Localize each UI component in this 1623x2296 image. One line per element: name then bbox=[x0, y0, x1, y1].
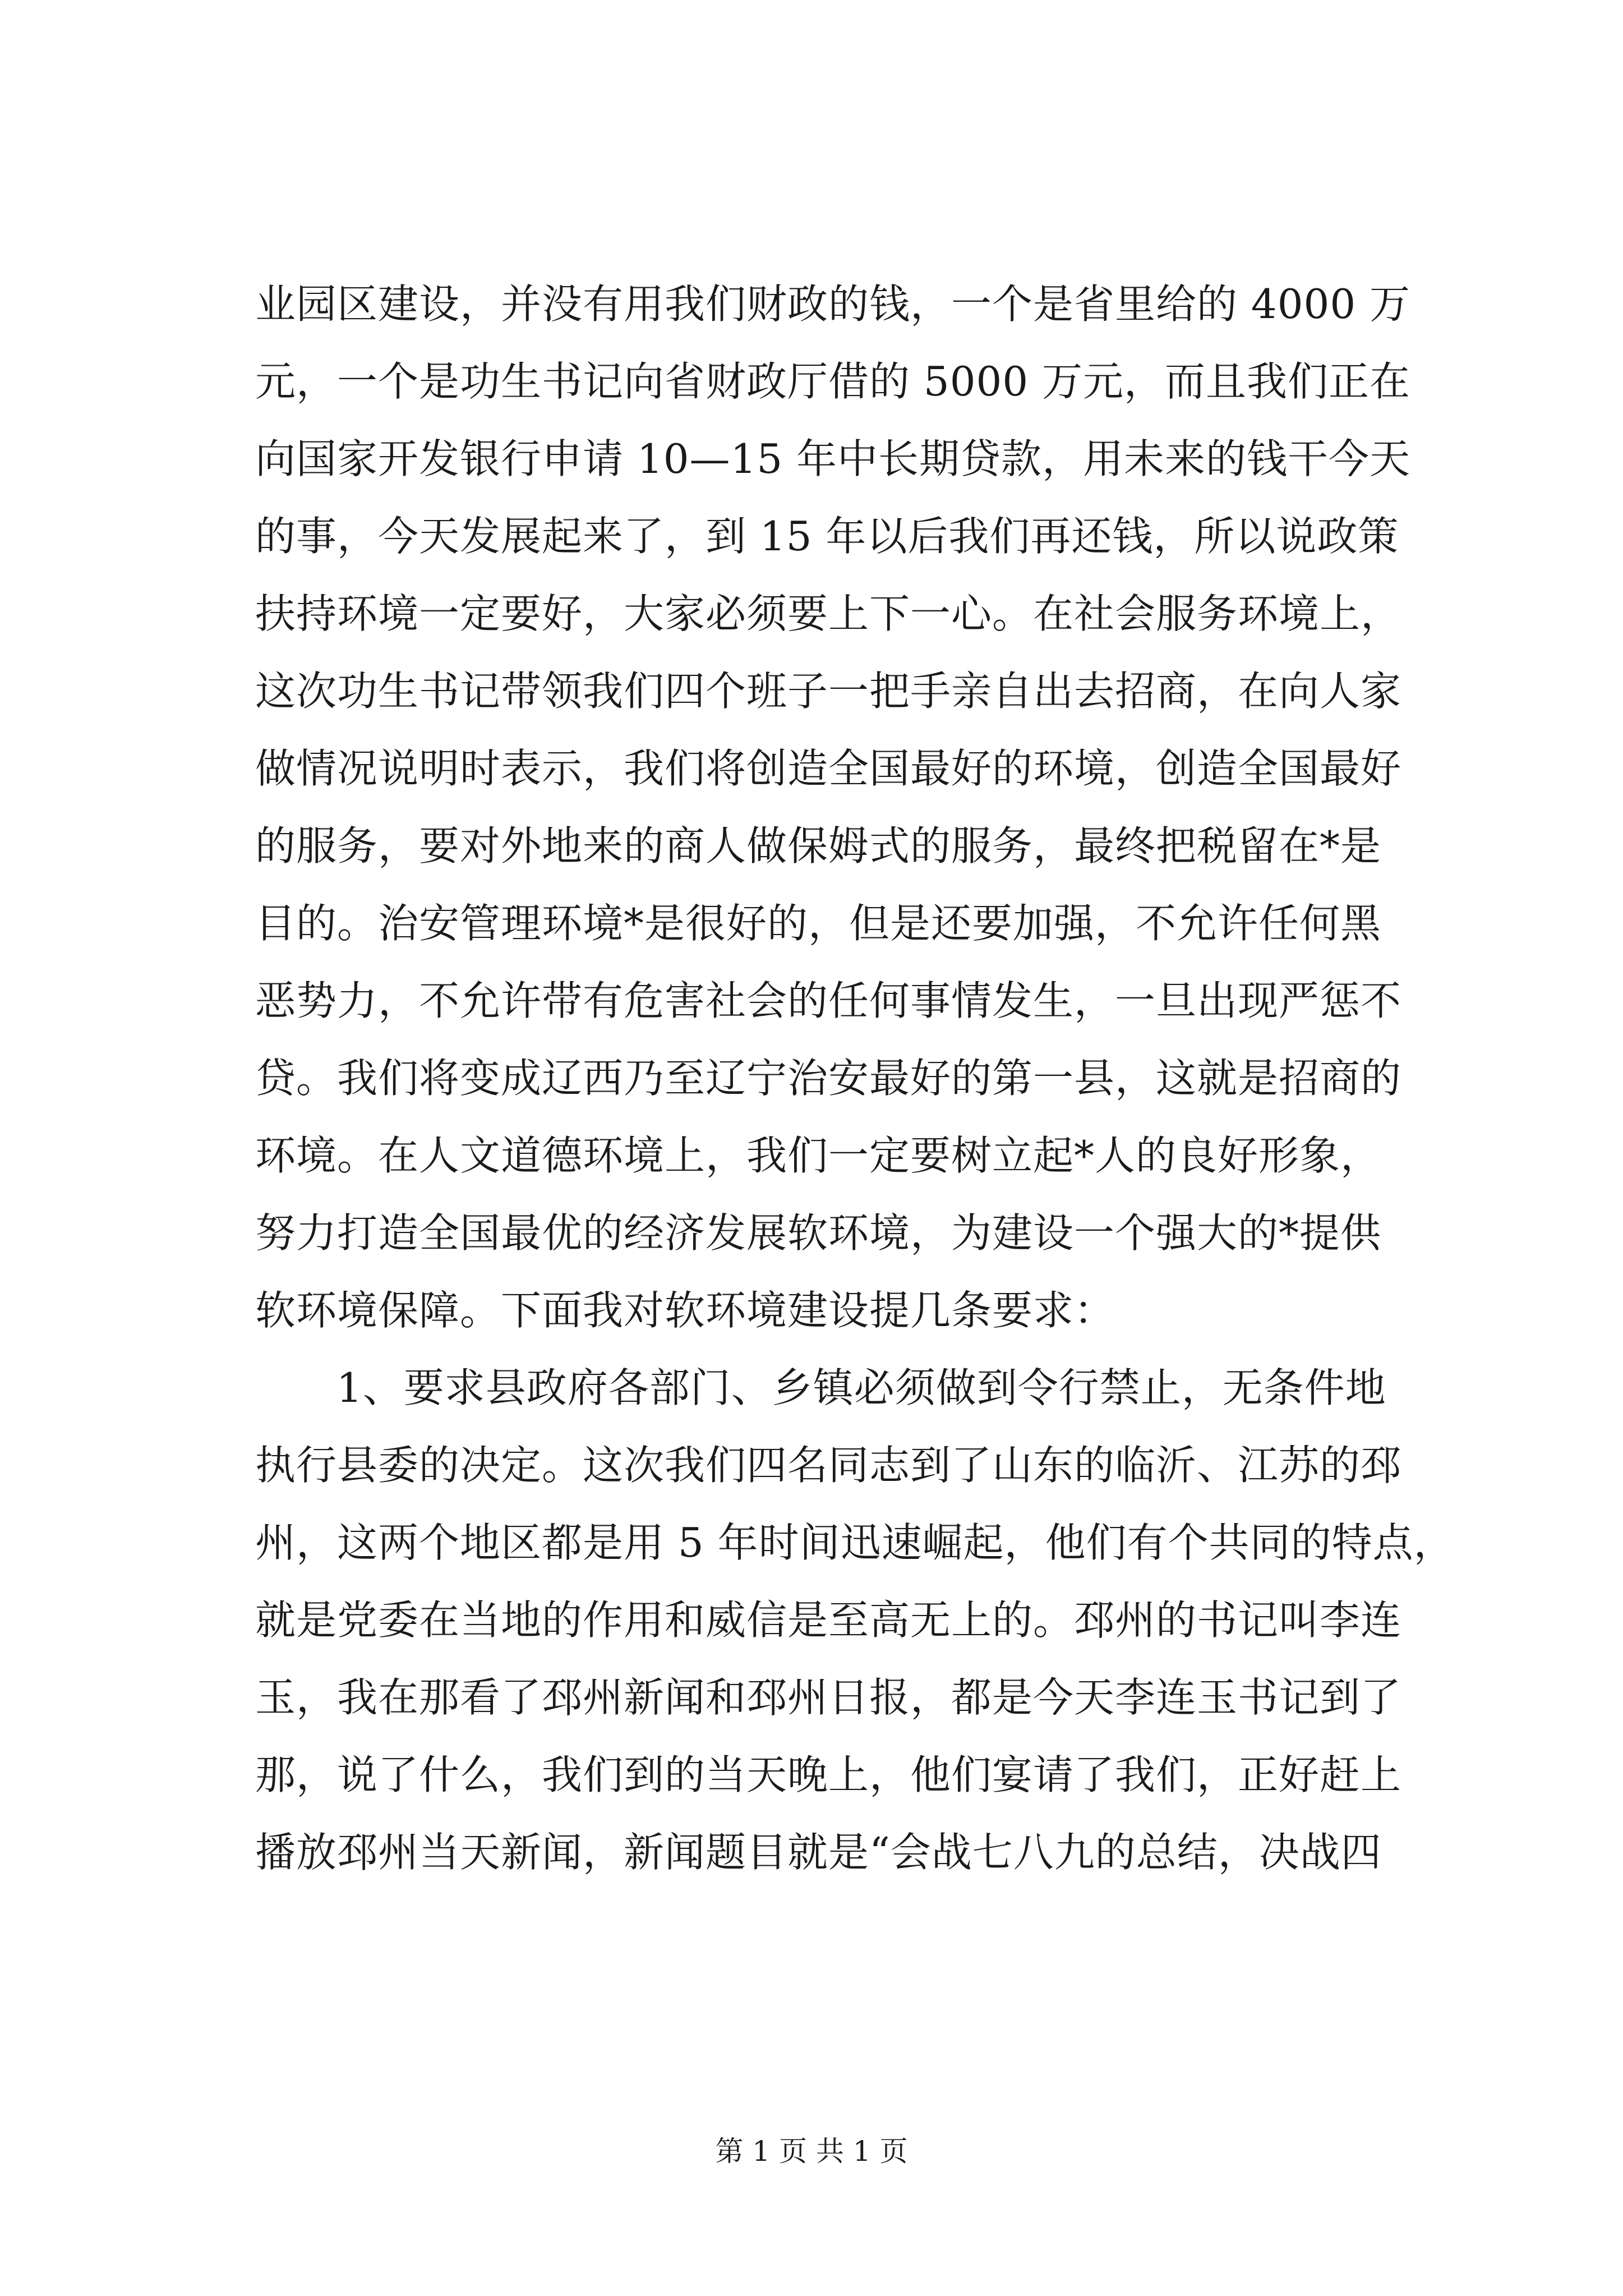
text-line: 贷。我们将变成辽西乃至辽宁治安最好的第一县，这就是招商的 bbox=[255, 1055, 1402, 1102]
text-line: 州，这两个地区都是用 5 年时间迅速崛起，他们有个共同的特点， bbox=[255, 1519, 1455, 1566]
text-line: 恶势力，不允许带有危害社会的任何事情发生，一旦出现严惩不 bbox=[255, 977, 1402, 1024]
text-line: 做情况说明时表示，我们将创造全国最好的环境，创造全国最好 bbox=[255, 745, 1402, 792]
text-line: 环境。在人文道德环境上，我们一定要树立起*人的良好形象， bbox=[255, 1132, 1382, 1179]
page-footer: 第 1 页 共 1 页 bbox=[715, 2135, 908, 2168]
text-line: 元，一个是功生书记向省财政厅借的 5000 万元，而且我们正在 bbox=[255, 358, 1411, 405]
text-line: 向国家开发银行申请 10—15 年中长期贷款，用未来的钱干今天 bbox=[255, 435, 1411, 482]
text-line: 目的。治安管理环境*是很好的，但是还要加强，不允许任何黑 bbox=[255, 900, 1382, 947]
text-line: 业园区建设，并没有用我们财政的钱，一个是省里给的 4000 万 bbox=[255, 280, 1411, 328]
text-line: 执行县委的决定。这次我们四名同志到了山东的临沂、江苏的邳 bbox=[255, 1442, 1402, 1489]
text-line: 扶持环境一定要好，大家必须要上下一心。在社会服务环境上， bbox=[255, 590, 1402, 637]
text-line: 软环境保障。下面我对软环境建设提几条要求： bbox=[255, 1287, 1115, 1334]
text-line: 的事，今天发展起来了，到 15 年以后我们再还钱，所以说政策 bbox=[255, 513, 1399, 560]
text-line: 这次功生书记带领我们四个班子一把手亲自出去招商，在向人家 bbox=[255, 668, 1402, 715]
text-line: 努力打造全国最优的经济发展软环境，为建设一个强大的*提供 bbox=[255, 1209, 1382, 1257]
text-line: 的服务，要对外地来的商人做保姆式的服务，最终把税留在*是 bbox=[255, 822, 1382, 869]
text-line: 就是党委在当地的作用和威信是至高无上的。邳州的书记叫李连 bbox=[255, 1596, 1402, 1644]
text-line: 玉，我在那看了邳州新闻和邳州日报，都是今天李连玉书记到了 bbox=[255, 1674, 1402, 1721]
paragraph-first-line: 1、要求县政府各部门、乡镇必须做到令行禁止，无条件地 bbox=[336, 1364, 1386, 1411]
text-line: 那，说了什么，我们到的当天晚上，他们宴请了我们，正好赶上 bbox=[255, 1751, 1402, 1798]
text-line: 播放邳州当天新闻，新闻题目就是“会战七八九的总结，决战四 bbox=[255, 1829, 1382, 1876]
